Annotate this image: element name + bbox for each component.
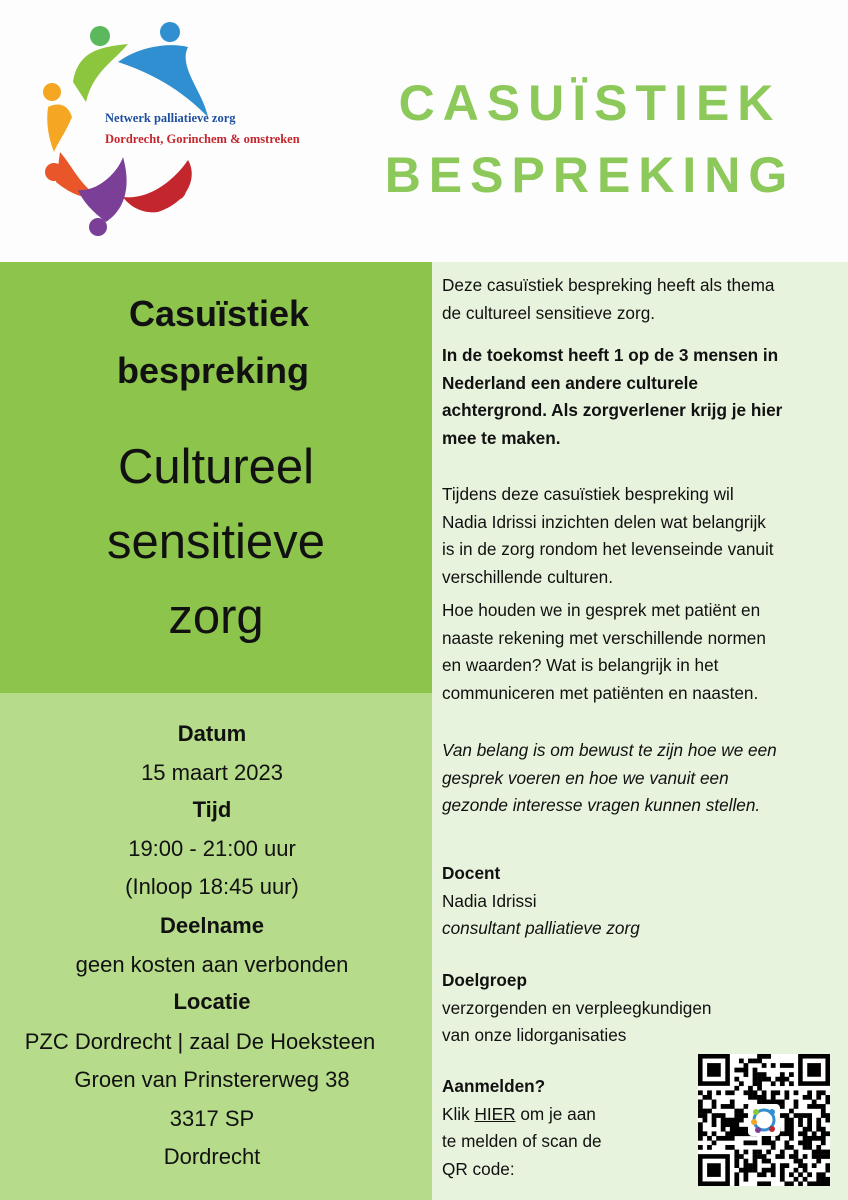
italic-line: gezonde interesse vragen kunnen stellen. bbox=[442, 795, 761, 815]
paragraph-line: Hoe houden we in gesprek met patiënt en bbox=[442, 600, 761, 620]
logo-text-line2: Dordrecht, Gorinchem & omstreken bbox=[105, 132, 300, 146]
paragraph-line: naaste rekening met verschillende normen bbox=[442, 627, 766, 648]
paragraph-line: Tijdens deze casuïstiek bespreking wil bbox=[442, 484, 734, 504]
locatie-line1: PZC Dordrecht | zaal De Hoeksteen bbox=[24, 1029, 376, 1054]
doelgroep-section bbox=[442, 967, 842, 1050]
paragraph-line: en waarden? Wat is belangrijk in het bbox=[442, 655, 719, 675]
docent-role: consultant palliatieve zorg bbox=[442, 918, 640, 938]
paragraph-line: communiceren met patiënten en naasten. bbox=[442, 682, 759, 703]
doelgroep-label: Doelgroep bbox=[442, 970, 527, 990]
tijd-label: Tijd bbox=[192, 797, 232, 822]
aanmelden-pre: Klik bbox=[442, 1103, 475, 1124]
datum-value: 15 maart 2023 bbox=[141, 760, 283, 785]
intro-line: Deze casuïstiek bespreking heeft als thema bbox=[442, 275, 775, 295]
paragraph-line: Nadia Idrissi inzichten delen wat belangrijk bbox=[442, 511, 766, 532]
docent-name: Nadia Idrissi bbox=[442, 890, 537, 911]
locatie-line2: Groen van Prinstererweg 38 bbox=[74, 1067, 350, 1092]
doelgroep-line: van onze lidorganisaties bbox=[442, 1025, 627, 1045]
aanmelden-label: Aanmelden? bbox=[442, 1076, 546, 1096]
highlight-line: Nederland een andere culturele bbox=[442, 372, 698, 393]
tijd-note: (Inloop 18:45 uur) bbox=[125, 874, 299, 899]
description-paragraph-2 bbox=[442, 597, 842, 707]
paragraph-line: is in de zorg rondom het levenseinde vanuit bbox=[442, 539, 774, 559]
register-here-link[interactable]: HIER bbox=[474, 1103, 516, 1124]
italic-line: Van belang is om bewust te zijn hoe we een bbox=[442, 740, 777, 760]
qr-center-logo-icon bbox=[748, 1104, 780, 1136]
header-title-line2: BESPREKING bbox=[384, 147, 796, 203]
event-title-line1: Casuïstiek bbox=[128, 293, 310, 334]
locatie-line3: 3317 SP bbox=[169, 1106, 255, 1131]
datum-label: Datum bbox=[177, 721, 247, 746]
locatie-label: Locatie bbox=[173, 989, 251, 1014]
highlight-line: In de toekomst heeft 1 op de 3 mensen in bbox=[442, 345, 779, 365]
header bbox=[0, 0, 848, 262]
paragraph-line: verschillende culturen. bbox=[442, 566, 614, 587]
deelname-value: geen kosten aan verbonden bbox=[75, 952, 349, 977]
logo-text-line1: Netwerk palliatieve zorg bbox=[105, 111, 236, 125]
docent-label: Docent bbox=[442, 863, 501, 883]
theme-title-line2: sensitieve bbox=[107, 515, 325, 569]
event-title-line2: bespreking bbox=[116, 350, 310, 391]
description-paragraph-1 bbox=[442, 481, 842, 591]
highlight-text bbox=[442, 342, 842, 452]
aanmelden-line2: te melden of scan de bbox=[442, 1131, 602, 1151]
deelname-label: Deelname bbox=[160, 913, 264, 938]
theme-title-line3: zorg bbox=[168, 590, 264, 644]
highlight-line: mee te maken. bbox=[442, 427, 561, 448]
header-title-line1: CASUÏSTIEK bbox=[398, 75, 782, 131]
highlight-line: achtergrond. Als zorgverlener krijg je hier bbox=[442, 400, 783, 420]
aanmelden-line3: QR code: bbox=[442, 1158, 515, 1179]
registration-qr-code[interactable] bbox=[698, 1054, 830, 1186]
tijd-value: 19:00 - 21:00 uur bbox=[128, 836, 296, 861]
network-logo bbox=[38, 22, 308, 242]
italic-note bbox=[442, 737, 842, 820]
aanmelden-post: om je aan bbox=[515, 1103, 596, 1124]
docent-section bbox=[442, 860, 842, 943]
doelgroep-line: verzorgenden en verpleegkundigen bbox=[442, 997, 712, 1018]
theme-title-line1: Cultureel bbox=[117, 440, 315, 494]
locatie-line4: Dordrecht bbox=[163, 1144, 261, 1169]
italic-line: gesprek voeren en hoe we vanuit een bbox=[442, 767, 729, 788]
intro-line: de cultureel sensitieve zorg. bbox=[442, 302, 656, 323]
intro-text bbox=[442, 272, 842, 327]
